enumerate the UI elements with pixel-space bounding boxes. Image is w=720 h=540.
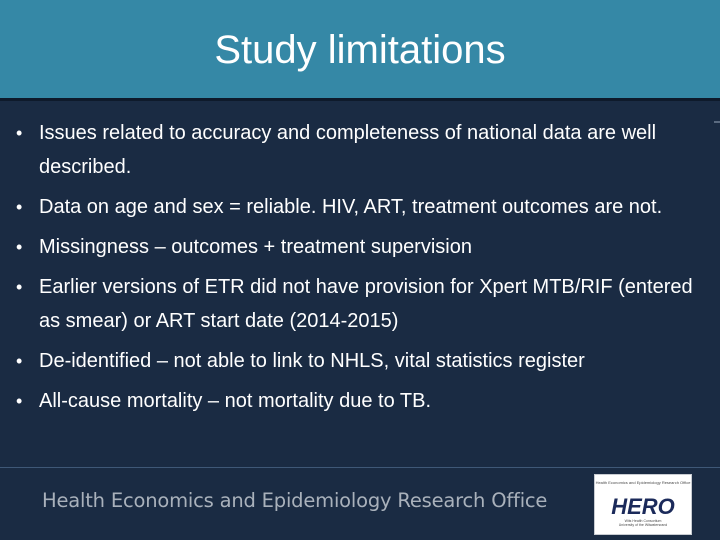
logo-top-line: Health Economics and Epidemiology Research Office: [595, 480, 691, 485]
logo-sub-line-2: University of the Witwatersrand: [618, 523, 668, 527]
title-divider: [0, 98, 720, 101]
footer-divider: [0, 467, 720, 468]
bullet-item: [16, 116, 716, 184]
slide-title: Study limitations: [214, 27, 506, 72]
hero-logo: [594, 474, 692, 535]
bullet-text: All-cause mortality – not mortality due to TB.: [39, 390, 432, 412]
bullet-list: [16, 116, 716, 424]
bullet-text: Data on age and sex = reliable. HIV, ART, treatment outcomes are not.: [39, 196, 663, 218]
bullet-icon: •: [16, 237, 23, 257]
bullet-icon: •: [16, 123, 23, 143]
bullet-item: [16, 190, 716, 224]
bullet-item: [16, 384, 716, 418]
bullet-icon: •: [16, 351, 23, 371]
title-bar: [0, 0, 720, 98]
bullet-icon: •: [16, 277, 23, 297]
bullet-text: Earlier versions of ETR did not have provision for Xpert MTB/RIF (entered as smear) or ART start date (2014-2015): [39, 276, 693, 332]
bullet-item: [16, 230, 716, 264]
bullet-item: [16, 270, 716, 338]
bullet-text: De-identified – not able to link to NHLS, vital statistics register: [39, 350, 585, 372]
footer-organization-name: Health Economics and Epidemiology Research Office: [42, 489, 548, 512]
bullet-text: Issues related to accuracy and completeness of national data are well described.: [39, 122, 657, 178]
bullet-text: Missingness – outcomes + treatment supervision: [39, 236, 472, 258]
logo-mark: HERO: [611, 494, 675, 519]
bullet-icon: •: [16, 391, 23, 411]
logo-sub-line-1: Wits Health Consortium: [624, 519, 662, 523]
bullet-icon: •: [16, 197, 23, 217]
bullet-item: [16, 344, 716, 378]
